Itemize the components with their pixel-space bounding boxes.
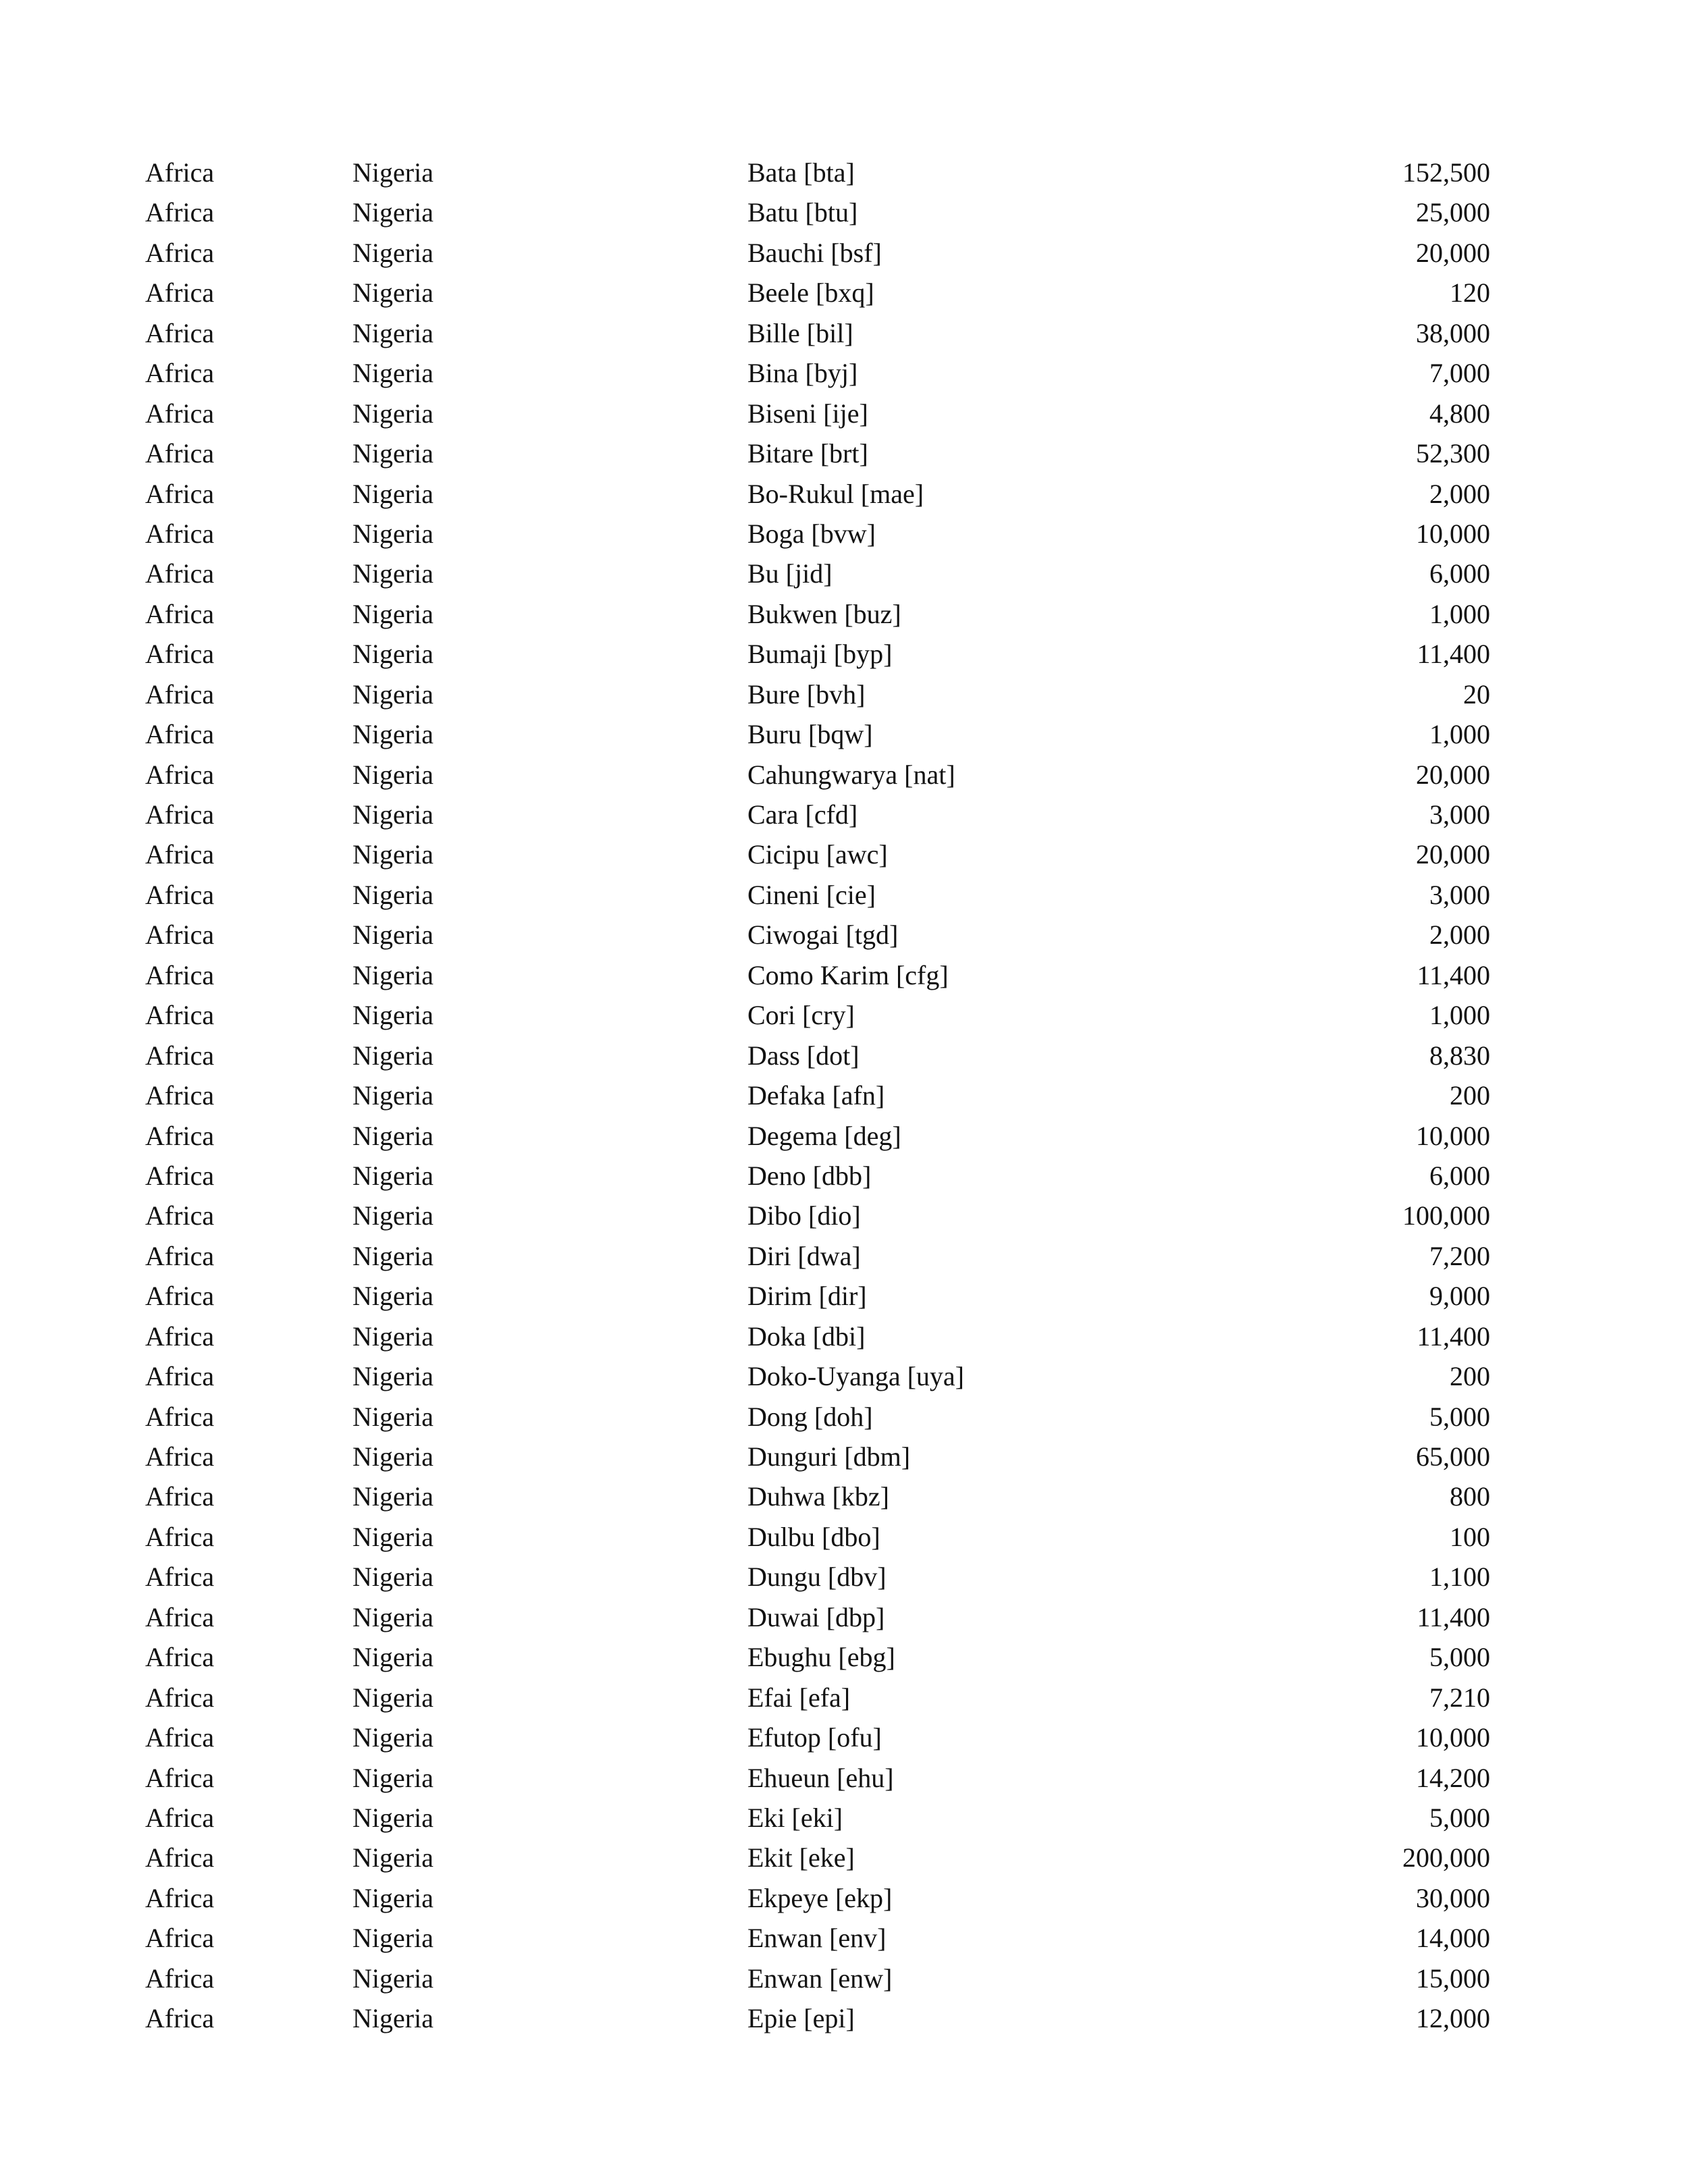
language-cell: Ehueun [ehu] bbox=[747, 1762, 894, 1793]
country-cell: Nigeria bbox=[352, 1882, 433, 1913]
language-cell: Enwan [env] bbox=[747, 1923, 887, 1954]
language-cell: Bure [bvh] bbox=[747, 678, 866, 710]
table-row bbox=[0, 995, 1688, 1035]
table-row bbox=[0, 1717, 1688, 1757]
table-row bbox=[0, 1637, 1688, 1677]
table-row bbox=[0, 1798, 1688, 1838]
language-cell: Dulbu [dbo] bbox=[747, 1521, 880, 1552]
table-row bbox=[0, 1476, 1688, 1516]
table-row bbox=[0, 1758, 1688, 1798]
country-cell: Nigeria bbox=[352, 1080, 433, 1111]
country-cell: Nigeria bbox=[352, 1120, 433, 1151]
country-cell: Nigeria bbox=[352, 879, 433, 910]
region-cell: Africa bbox=[145, 1722, 215, 1753]
language-cell: Efutop [ofu] bbox=[747, 1722, 882, 1753]
region-cell: Africa bbox=[145, 1120, 215, 1151]
population-cell: 7,200 bbox=[1429, 1240, 1490, 1271]
population-cell: 11,400 bbox=[1417, 639, 1490, 670]
country-cell: Nigeria bbox=[352, 1401, 433, 1432]
population-cell: 200 bbox=[1450, 1361, 1490, 1392]
table-row bbox=[0, 834, 1688, 874]
region-cell: Africa bbox=[145, 839, 215, 870]
language-cell: Cori [cry] bbox=[747, 1000, 855, 1031]
country-cell: Nigeria bbox=[352, 1682, 433, 1713]
language-cell: Efai [efa] bbox=[747, 1682, 851, 1713]
region-cell: Africa bbox=[145, 1441, 215, 1472]
country-cell: Nigeria bbox=[352, 1923, 433, 1954]
population-cell: 20,000 bbox=[1416, 759, 1490, 790]
country-cell: Nigeria bbox=[352, 598, 433, 629]
table-row bbox=[0, 1838, 1688, 1877]
language-cell: Dass [dot] bbox=[747, 1040, 860, 1071]
language-cell: Ciwogai [tgd] bbox=[747, 920, 899, 951]
table-row bbox=[0, 795, 1688, 834]
table-row bbox=[0, 1156, 1688, 1196]
table-row bbox=[0, 1918, 1688, 1958]
country-cell: Nigeria bbox=[352, 2003, 433, 2034]
region-cell: Africa bbox=[145, 237, 215, 268]
country-cell: Nigeria bbox=[352, 959, 433, 990]
language-cell: Duhwa [kbz] bbox=[747, 1481, 889, 1512]
population-cell: 5,000 bbox=[1429, 1802, 1490, 1833]
language-cell: Bu [jid] bbox=[747, 558, 833, 589]
region-cell: Africa bbox=[145, 398, 215, 429]
language-cell: Bata [bta] bbox=[747, 157, 855, 188]
language-cell: Ebughu [ebg] bbox=[747, 1642, 895, 1673]
region-cell: Africa bbox=[145, 1281, 215, 1312]
country-cell: Nigeria bbox=[352, 398, 433, 429]
population-cell: 7,000 bbox=[1429, 358, 1490, 389]
country-cell: Nigeria bbox=[352, 1842, 433, 1873]
language-cell: Bina [byj] bbox=[747, 358, 858, 389]
table-row bbox=[0, 1959, 1688, 1998]
region-cell: Africa bbox=[145, 1481, 215, 1512]
region-cell: Africa bbox=[145, 678, 215, 710]
table-row bbox=[0, 1517, 1688, 1557]
region-cell: Africa bbox=[145, 1762, 215, 1793]
population-cell: 6,000 bbox=[1429, 558, 1490, 589]
table-row bbox=[0, 1276, 1688, 1316]
country-cell: Nigeria bbox=[352, 639, 433, 670]
country-cell: Nigeria bbox=[352, 518, 433, 549]
language-cell: Doko-Uyanga [uya] bbox=[747, 1361, 964, 1392]
language-cell: Enwan [enw] bbox=[747, 1963, 893, 1994]
region-cell: Africa bbox=[145, 1200, 215, 1231]
country-cell: Nigeria bbox=[352, 1802, 433, 1833]
population-cell: 5,000 bbox=[1429, 1401, 1490, 1432]
region-cell: Africa bbox=[145, 1802, 215, 1833]
language-table bbox=[0, 153, 1688, 2039]
region-cell: Africa bbox=[145, 639, 215, 670]
table-row bbox=[0, 1236, 1688, 1276]
region-cell: Africa bbox=[145, 277, 215, 309]
country-cell: Nigeria bbox=[352, 1722, 433, 1753]
region-cell: Africa bbox=[145, 1882, 215, 1913]
country-cell: Nigeria bbox=[352, 678, 433, 710]
language-cell: Dunguri [dbm] bbox=[747, 1441, 911, 1472]
population-cell: 25,000 bbox=[1416, 197, 1490, 228]
language-cell: Dirim [dir] bbox=[747, 1281, 867, 1312]
table-row bbox=[0, 394, 1688, 433]
language-cell: Eki [eki] bbox=[747, 1802, 843, 1833]
population-cell: 800 bbox=[1450, 1481, 1490, 1512]
population-cell: 12,000 bbox=[1416, 2003, 1490, 2034]
population-cell: 3,000 bbox=[1429, 879, 1490, 910]
region-cell: Africa bbox=[145, 598, 215, 629]
table-row bbox=[0, 1196, 1688, 1235]
table-row bbox=[0, 1557, 1688, 1597]
region-cell: Africa bbox=[145, 879, 215, 910]
population-cell: 152,500 bbox=[1402, 157, 1490, 188]
population-cell: 14,000 bbox=[1416, 1923, 1490, 1954]
language-cell: Deno [dbb] bbox=[747, 1160, 872, 1191]
population-cell: 100 bbox=[1450, 1521, 1490, 1552]
country-cell: Nigeria bbox=[352, 1642, 433, 1673]
population-cell: 120 bbox=[1450, 277, 1490, 309]
region-cell: Africa bbox=[145, 759, 215, 790]
language-cell: Bo-Rukul [mae] bbox=[747, 478, 924, 509]
language-cell: Defaka [afn] bbox=[747, 1080, 885, 1111]
region-cell: Africa bbox=[145, 1562, 215, 1593]
country-cell: Nigeria bbox=[352, 1240, 433, 1271]
country-cell: Nigeria bbox=[352, 1160, 433, 1191]
country-cell: Nigeria bbox=[352, 719, 433, 750]
language-cell: Diri [dwa] bbox=[747, 1240, 861, 1271]
table-row bbox=[0, 634, 1688, 674]
country-cell: Nigeria bbox=[352, 317, 433, 348]
table-row bbox=[0, 1437, 1688, 1476]
language-cell: Buru [bqw] bbox=[747, 719, 873, 750]
table-row bbox=[0, 674, 1688, 714]
language-cell: Bauchi [bsf] bbox=[747, 237, 882, 268]
population-cell: 9,000 bbox=[1429, 1281, 1490, 1312]
country-cell: Nigeria bbox=[352, 1281, 433, 1312]
population-cell: 10,000 bbox=[1416, 1120, 1490, 1151]
region-cell: Africa bbox=[145, 1000, 215, 1031]
region-cell: Africa bbox=[145, 1963, 215, 1994]
language-cell: Bumaji [byp] bbox=[747, 639, 893, 670]
country-cell: Nigeria bbox=[352, 1481, 433, 1512]
country-cell: Nigeria bbox=[352, 1321, 433, 1352]
country-cell: Nigeria bbox=[352, 1361, 433, 1392]
population-cell: 11,400 bbox=[1417, 1321, 1490, 1352]
region-cell: Africa bbox=[145, 1040, 215, 1071]
region-cell: Africa bbox=[145, 1682, 215, 1713]
language-cell: Beele [bxq] bbox=[747, 277, 874, 309]
table-row bbox=[0, 594, 1688, 634]
population-cell: 2,000 bbox=[1429, 920, 1490, 951]
region-cell: Africa bbox=[145, 1401, 215, 1432]
table-row bbox=[0, 1075, 1688, 1115]
table-row bbox=[0, 313, 1688, 353]
language-cell: Dong [doh] bbox=[747, 1401, 873, 1432]
country-cell: Nigeria bbox=[352, 358, 433, 389]
table-row bbox=[0, 1678, 1688, 1717]
language-cell: Ekit [eke] bbox=[747, 1842, 855, 1873]
country-cell: Nigeria bbox=[352, 1762, 433, 1793]
language-cell: Cicipu [awc] bbox=[747, 839, 888, 870]
table-row bbox=[0, 955, 1688, 995]
table-row bbox=[0, 1878, 1688, 1918]
region-cell: Africa bbox=[145, 438, 215, 469]
country-cell: Nigeria bbox=[352, 277, 433, 309]
language-cell: Degema [deg] bbox=[747, 1120, 901, 1151]
population-cell: 10,000 bbox=[1416, 518, 1490, 549]
population-cell: 1,000 bbox=[1429, 1000, 1490, 1031]
table-row bbox=[0, 875, 1688, 915]
language-cell: Doka [dbi] bbox=[747, 1321, 866, 1352]
region-cell: Africa bbox=[145, 1361, 215, 1392]
country-cell: Nigeria bbox=[352, 558, 433, 589]
table-row bbox=[0, 1597, 1688, 1637]
language-cell: Bitare [brt] bbox=[747, 438, 868, 469]
language-cell: Cahungwarya [nat] bbox=[747, 759, 955, 790]
table-row bbox=[0, 1316, 1688, 1356]
language-cell: Biseni [ije] bbox=[747, 398, 868, 429]
population-cell: 8,830 bbox=[1429, 1040, 1490, 1071]
country-cell: Nigeria bbox=[352, 1562, 433, 1593]
country-cell: Nigeria bbox=[352, 438, 433, 469]
population-cell: 15,000 bbox=[1416, 1963, 1490, 1994]
language-cell: Bukwen [buz] bbox=[747, 598, 901, 629]
table-row bbox=[0, 714, 1688, 754]
country-cell: Nigeria bbox=[352, 799, 433, 830]
population-cell: 30,000 bbox=[1416, 1882, 1490, 1913]
language-cell: Dibo [dio] bbox=[747, 1200, 861, 1231]
language-cell: Bille [bil] bbox=[747, 317, 853, 348]
region-cell: Africa bbox=[145, 197, 215, 228]
population-cell: 4,800 bbox=[1429, 398, 1490, 429]
region-cell: Africa bbox=[145, 959, 215, 990]
region-cell: Africa bbox=[145, 317, 215, 348]
table-row bbox=[0, 474, 1688, 514]
population-cell: 7,210 bbox=[1429, 1682, 1490, 1713]
table-row bbox=[0, 514, 1688, 554]
country-cell: Nigeria bbox=[352, 759, 433, 790]
region-cell: Africa bbox=[145, 518, 215, 549]
country-cell: Nigeria bbox=[352, 1200, 433, 1231]
region-cell: Africa bbox=[145, 1642, 215, 1673]
region-cell: Africa bbox=[145, 1321, 215, 1352]
population-cell: 2,000 bbox=[1429, 478, 1490, 509]
table-row bbox=[0, 192, 1688, 232]
region-cell: Africa bbox=[145, 1842, 215, 1873]
region-cell: Africa bbox=[145, 1521, 215, 1552]
table-row bbox=[0, 554, 1688, 593]
country-cell: Nigeria bbox=[352, 1040, 433, 1071]
population-cell: 10,000 bbox=[1416, 1722, 1490, 1753]
country-cell: Nigeria bbox=[352, 920, 433, 951]
population-cell: 1,100 bbox=[1429, 1562, 1490, 1593]
language-cell: Duwai [dbp] bbox=[747, 1601, 885, 1632]
population-cell: 3,000 bbox=[1429, 799, 1490, 830]
region-cell: Africa bbox=[145, 558, 215, 589]
population-cell: 11,400 bbox=[1417, 959, 1490, 990]
region-cell: Africa bbox=[145, 799, 215, 830]
population-cell: 20 bbox=[1463, 678, 1490, 710]
population-cell: 100,000 bbox=[1402, 1200, 1490, 1231]
region-cell: Africa bbox=[145, 2003, 215, 2034]
table-row bbox=[0, 1998, 1688, 2038]
population-cell: 38,000 bbox=[1416, 317, 1490, 348]
table-row bbox=[0, 1397, 1688, 1437]
region-cell: Africa bbox=[145, 157, 215, 188]
country-cell: Nigeria bbox=[352, 197, 433, 228]
language-cell: Como Karim [cfg] bbox=[747, 959, 949, 990]
region-cell: Africa bbox=[145, 1240, 215, 1271]
language-cell: Ekpeye [ekp] bbox=[747, 1882, 893, 1913]
region-cell: Africa bbox=[145, 920, 215, 951]
table-row bbox=[0, 353, 1688, 393]
table-row bbox=[0, 273, 1688, 313]
region-cell: Africa bbox=[145, 1160, 215, 1191]
language-cell: Batu [btu] bbox=[747, 197, 858, 228]
population-cell: 5,000 bbox=[1429, 1642, 1490, 1673]
country-cell: Nigeria bbox=[352, 1000, 433, 1031]
region-cell: Africa bbox=[145, 719, 215, 750]
population-cell: 1,000 bbox=[1429, 719, 1490, 750]
country-cell: Nigeria bbox=[352, 1441, 433, 1472]
region-cell: Africa bbox=[145, 1601, 215, 1632]
table-row bbox=[0, 433, 1688, 473]
table-row bbox=[0, 1036, 1688, 1075]
table-row bbox=[0, 233, 1688, 273]
language-cell: Boga [bvw] bbox=[747, 518, 876, 549]
country-cell: Nigeria bbox=[352, 157, 433, 188]
population-cell: 20,000 bbox=[1416, 237, 1490, 268]
region-cell: Africa bbox=[145, 1923, 215, 1954]
region-cell: Africa bbox=[145, 358, 215, 389]
country-cell: Nigeria bbox=[352, 237, 433, 268]
population-cell: 65,000 bbox=[1416, 1441, 1490, 1472]
language-cell: Dungu [dbv] bbox=[747, 1562, 887, 1593]
population-cell: 6,000 bbox=[1429, 1160, 1490, 1191]
table-row bbox=[0, 915, 1688, 955]
country-cell: Nigeria bbox=[352, 1521, 433, 1552]
table-row bbox=[0, 1116, 1688, 1156]
population-cell: 200 bbox=[1450, 1080, 1490, 1111]
population-cell: 11,400 bbox=[1417, 1601, 1490, 1632]
population-cell: 200,000 bbox=[1402, 1842, 1490, 1873]
country-cell: Nigeria bbox=[352, 1963, 433, 1994]
language-cell: Cara [cfd] bbox=[747, 799, 858, 830]
population-cell: 14,200 bbox=[1416, 1762, 1490, 1793]
region-cell: Africa bbox=[145, 1080, 215, 1111]
population-cell: 52,300 bbox=[1416, 438, 1490, 469]
country-cell: Nigeria bbox=[352, 478, 433, 509]
country-cell: Nigeria bbox=[352, 1601, 433, 1632]
table-row bbox=[0, 153, 1688, 192]
country-cell: Nigeria bbox=[352, 839, 433, 870]
table-row bbox=[0, 755, 1688, 795]
table-row bbox=[0, 1356, 1688, 1396]
population-cell: 1,000 bbox=[1429, 598, 1490, 629]
language-cell: Cineni [cie] bbox=[747, 879, 876, 910]
language-cell: Epie [epi] bbox=[747, 2003, 855, 2034]
region-cell: Africa bbox=[145, 478, 215, 509]
population-cell: 20,000 bbox=[1416, 839, 1490, 870]
